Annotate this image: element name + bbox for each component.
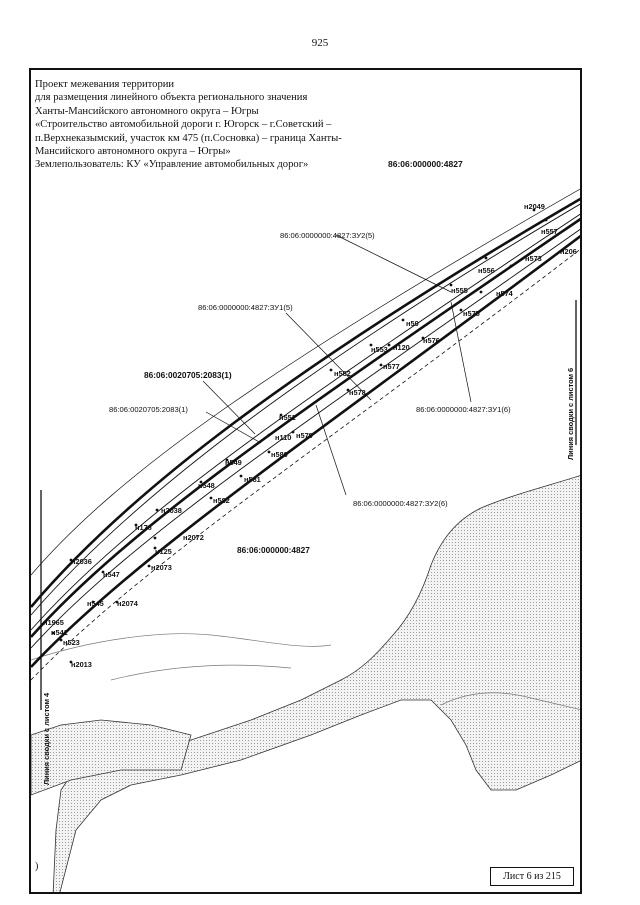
map-sheet-frame: [29, 68, 582, 894]
point-label: н120: [393, 343, 410, 352]
bracket-mark: ): [35, 861, 39, 872]
point-label: н545: [87, 599, 104, 608]
point-label: н576: [423, 336, 440, 345]
point-label: н2072: [183, 533, 204, 542]
page-number: 925: [311, 37, 329, 49]
point-label: н581: [244, 475, 261, 484]
point-label: н59: [406, 319, 419, 328]
point-label: н578: [349, 388, 366, 397]
point-label: н1965: [43, 618, 64, 627]
label-zy1-5: 86:06:0000000:4827:ЗУ1(5): [198, 303, 293, 312]
label-center-cadastral: 86:06:000000:4827: [237, 545, 310, 555]
point-label: н2013: [71, 660, 92, 669]
header-block: [35, 78, 455, 172]
dotted-area-right: [53, 475, 582, 894]
point-label: н574: [496, 289, 513, 298]
point-label: н551: [279, 413, 296, 422]
header-line: Проект межевания территории: [35, 79, 175, 90]
label-zy2-6: 86:06:0000000:4827:ЗУ2(6): [353, 499, 448, 508]
point-label: н523: [63, 638, 80, 647]
header-line: для размещения линейного объекта регионального значения: [35, 92, 308, 104]
point-label: н110: [275, 433, 292, 442]
thin-boundary-2: [111, 665, 291, 680]
point-label: н2038: [161, 506, 182, 515]
header-line-land-user: Землепользователь: КУ «Управление автомобильных дорог»: [35, 159, 309, 171]
point-label: н2049: [524, 202, 545, 211]
point-label: н2073: [151, 563, 172, 572]
point-label: н176: [135, 523, 152, 532]
point-label: н582: [213, 496, 230, 505]
point-label: н579: [296, 431, 313, 440]
label-sheet4-link: Линия сводки с листом 4: [42, 692, 51, 785]
point-label: н575: [463, 309, 480, 318]
point-label: н577: [383, 362, 400, 371]
point-label: н125: [155, 547, 172, 556]
header-line: п.Верхнеказымский, участок км 475 (п.Сосновка) – граница Ханты-: [35, 132, 342, 144]
main-cadastral-number: 86:06:000000:4827: [388, 159, 463, 169]
point-label: н573: [525, 254, 542, 263]
label-sheet6-link: Линия сводки с листом 6: [566, 367, 575, 460]
point-label: н555: [451, 286, 468, 295]
point-label: н547: [103, 570, 120, 579]
cadastral-map: [31, 70, 582, 894]
point-label: н553: [371, 345, 388, 354]
label-zy2-5: 86:06:0000000:4827:ЗУ2(5): [280, 231, 375, 240]
point-label: н549: [225, 458, 242, 467]
point-label: н2074: [117, 599, 138, 608]
point-label: н2036: [71, 557, 92, 566]
header-line: Ханты-Мансийского автономного округа – Югры: [35, 105, 259, 117]
point-label: н557: [541, 227, 558, 236]
point-label: н552: [334, 369, 351, 378]
label-zy1-6: 86:06:0000000:4827:ЗУ1(6): [416, 405, 511, 414]
point-label: н580: [271, 450, 288, 459]
point-label: н556: [478, 266, 495, 275]
point-label: н548: [198, 481, 215, 490]
label-parcel-2083-bold: 86:06:0020705:2083(1): [144, 370, 232, 380]
point-label: н541: [51, 628, 68, 637]
header-line: Мансийского автономного округа – Югры»: [35, 146, 231, 158]
point-label: н206: [560, 247, 577, 256]
header-line: «Строительство автомобильной дороги г. Югорск – г.Советский –: [35, 119, 332, 131]
sheet-number-box: Лист 6 из 215: [490, 867, 574, 886]
label-parcel-2083: 86:06:0020705:2083(1): [109, 405, 188, 414]
